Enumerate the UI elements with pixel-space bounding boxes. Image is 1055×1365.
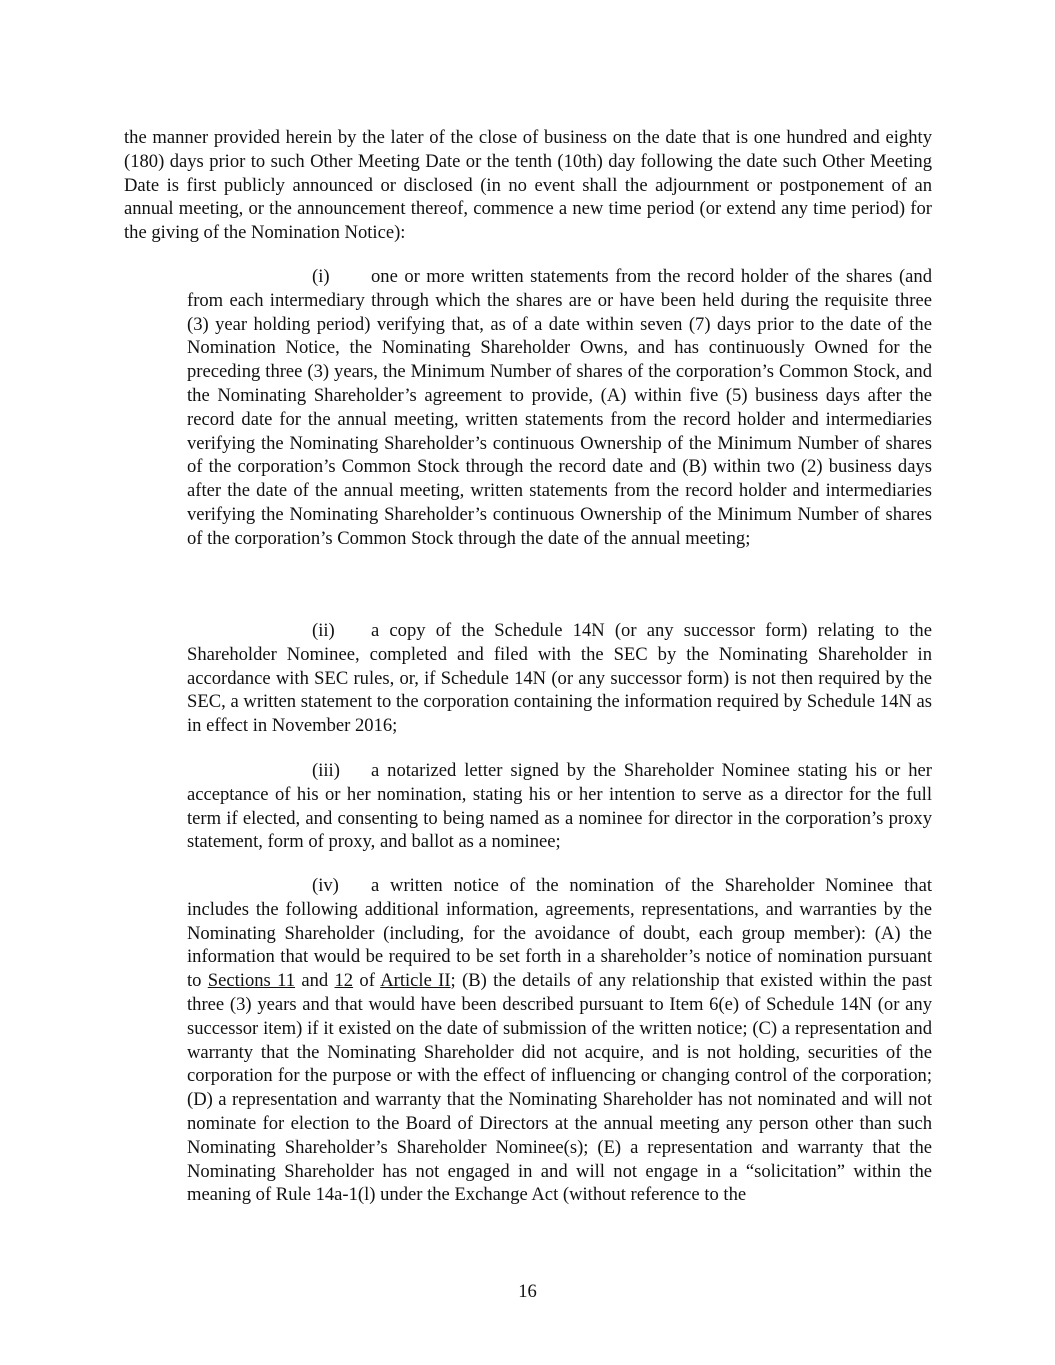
item-i-paragraph	[187, 265, 932, 551]
item-ii-marker: (ii)	[312, 620, 335, 641]
page-number: 16	[518, 1281, 537, 1302]
item-iv-marker: (iv)	[312, 875, 339, 896]
article-ii-link: Article II	[380, 970, 451, 992]
item-iii-paragraph	[187, 759, 932, 854]
item-iii-text: a notarized letter signed by the Shareholder Nominee stating his or her acceptance of his or her nomination, stating his or her intention to serve as a director for the full term if elected, and consenting to being named as a nominee for director in the corporation’s proxy statement, form of proxy, and ballot as a nominee;	[187, 760, 932, 853]
of-word: of	[359, 970, 375, 992]
and-word: and	[301, 970, 329, 992]
sections-11-link: Sections 11	[207, 970, 296, 992]
item-i-text: one or more written statements from the record holder of the shares (and from each intermediary through which the shares are or have been held during the requisite three (3) year holding period) verifying that, as of a date within seven (7) days prior to the date of the Nomination Notice, the Nominating Shareholder Owns, and has continuously Owned for the preceding three (3) years, the Minimum Number of shares of the corporation’s Common Stock, and the Nominating Shareholder’s agreement to provide, (A) within five (5) business days after the record date for the annual meeting, written statements from the record holder and intermediaries verifying the Nominating Shareholder’s continuous Ownership of the Minimum Number of shares of the corporation’s Common Stock through the record date and (B) within two (2) business days after the date of the annual meeting, written statements from the record holder and intermediaries verifying the Nominating Shareholder’s continuous Ownership of the Minimum Number of shares of the corporation’s Common Stock through the date of the annual meeting;	[187, 266, 932, 549]
item-iii-marker: (iii)	[312, 760, 340, 781]
item-iv-paragraph	[187, 874, 932, 1207]
intro-paragraph: the manner provided herein by the later of the close of business on the date that is one hundred and eighty (180) days prior to such Other Meeting Date or the tenth (10th) day following the date such Other Meeting Date is first publicly announced or disclosed (in no event shall the adjournment or postponement of an annual meeting, or the announcement thereof, commence a new time period (or extend any time period) for the giving of the Nomination Notice):	[124, 127, 932, 244]
item-iv-text-b: ; (B) the details of any relationship that existed within the past three (3) years and that would have been described pursuant to Item 6(e) of Schedule 14N (or any successor item) if it existed on the date of submission of the written notice; (C) a representation and warranty that the Nominating Shareholder did not acquire, and is not holding, securities of the corporation for the purpose or with the effect of influencing or changing control of the corporation; (D) a representation and warranty that the Nominating Shareholder has not nominated and will not nominate for election to the Board of Directors at the annual meeting any person other than such Nominating Shareholder’s Shareholder Nominee(s); (E) a representation and warranty that the Nominating Shareholder has not engaged in and will not engage in a “solicitation” within the meaning of Rule 14a-1(l) under the Exchange Act (without reference to the	[187, 970, 932, 1206]
section-12-link: 12	[334, 970, 354, 992]
item-ii-text: a copy of the Schedule 14N (or any successor form) relating to the Shareholder Nominee, completed and filed with the SEC by the Nominating Shareholder in accordance with SEC rules, or, if Schedule 14N (or any successor form) is not then required by the SEC, a written statement to the corporation containing the information required by Schedule 14N as in effect in November 2016;	[187, 620, 932, 737]
item-i-marker: (i)	[312, 266, 330, 287]
item-ii-paragraph	[187, 619, 932, 738]
item-iv-text-a: a written notice of the nomination of the Shareholder Nominee that includes the following additional information, agreements, representations, and warranties by the Nominating Shareholder (including, for the avoidance of doubt, each group member): (A) the information that would be required to be set forth in a shareholder’s notice of nomination pursuant to	[187, 875, 932, 992]
